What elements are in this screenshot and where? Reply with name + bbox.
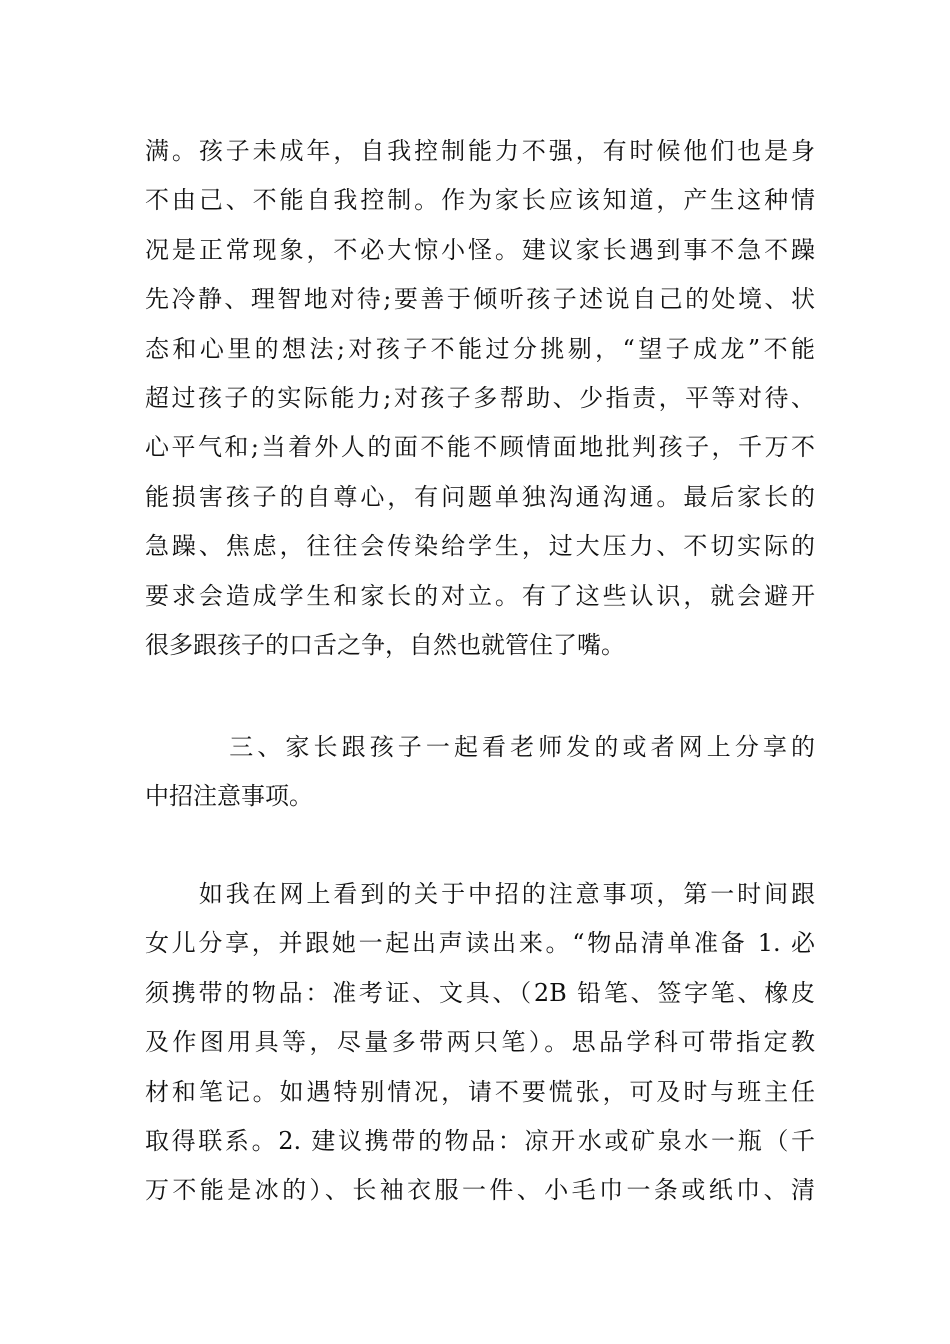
text-line: 急躁、焦虑，往往会传染给学生，过大压力、不切实际的 — [145, 532, 815, 561]
text-line: 女儿分享，并跟她一起出声读出来。“物品清单准备 1. 必 — [145, 929, 815, 958]
text-line: 先冷静、理智地对待;要善于倾听孩子述说自己的处境、状 — [145, 285, 815, 314]
text-line: 及作图用具等，尽量多带两只笔）。思品学科可带指定教 — [145, 1028, 815, 1057]
text-line: 万不能是冰的）、长袖衣服一件、小毛巾一条或纸巾、清 — [145, 1176, 815, 1205]
heading-line: 中招注意事项。 — [145, 782, 313, 811]
text-line: 如我在网上看到的关于中招的注意事项，第一时间跟 — [145, 880, 815, 908]
text-line: 心平气和;当着外人的面不能不顾情面地批判孩子，千万不 — [145, 433, 815, 462]
paragraph-parent-advice — [145, 127, 815, 670]
text-line: 取得联系。2. 建议携带的物品：凉开水或矿泉水一瓶（千 — [145, 1126, 815, 1155]
text-line: 满。孩子未成年，自我控制能力不强，有时候他们也是身 — [145, 137, 815, 165]
text-line: 超过孩子的实际能力;对孩子多帮助、少指责，平等对待、 — [145, 383, 815, 412]
text-line: 不由己、不能自我控制。作为家长应该知道，产生这种情 — [145, 186, 815, 215]
text-line: 材和笔记。如遇特别情况，请不要慌张，可及时与班主任 — [145, 1077, 815, 1106]
heading-line: 三、家长跟孩子一起看老师发的或者网上分享的 — [145, 733, 815, 761]
section-heading-three — [145, 723, 815, 822]
text-line: 很多跟孩子的口舌之争，自然也就管住了嘴。 — [145, 630, 625, 659]
text-line: 能损害孩子的自尊心，有问题单独沟通沟通。最后家长的 — [145, 482, 815, 511]
text-line: 要求会造成学生和家长的对立。有了这些认识，就会避开 — [145, 581, 815, 610]
text-line: 态和心里的想法;对孩子不能过分挑剔，“望子成龙”不能 — [145, 334, 815, 363]
paragraph-exam-checklist — [145, 870, 815, 1216]
text-line: 况是正常现象，不必大惊小怪。建议家长遇到事不急不躁 — [145, 235, 815, 264]
text-line: 须携带的物品：准考证、文具、（2B 铅笔、签字笔、橡皮 — [145, 978, 815, 1007]
